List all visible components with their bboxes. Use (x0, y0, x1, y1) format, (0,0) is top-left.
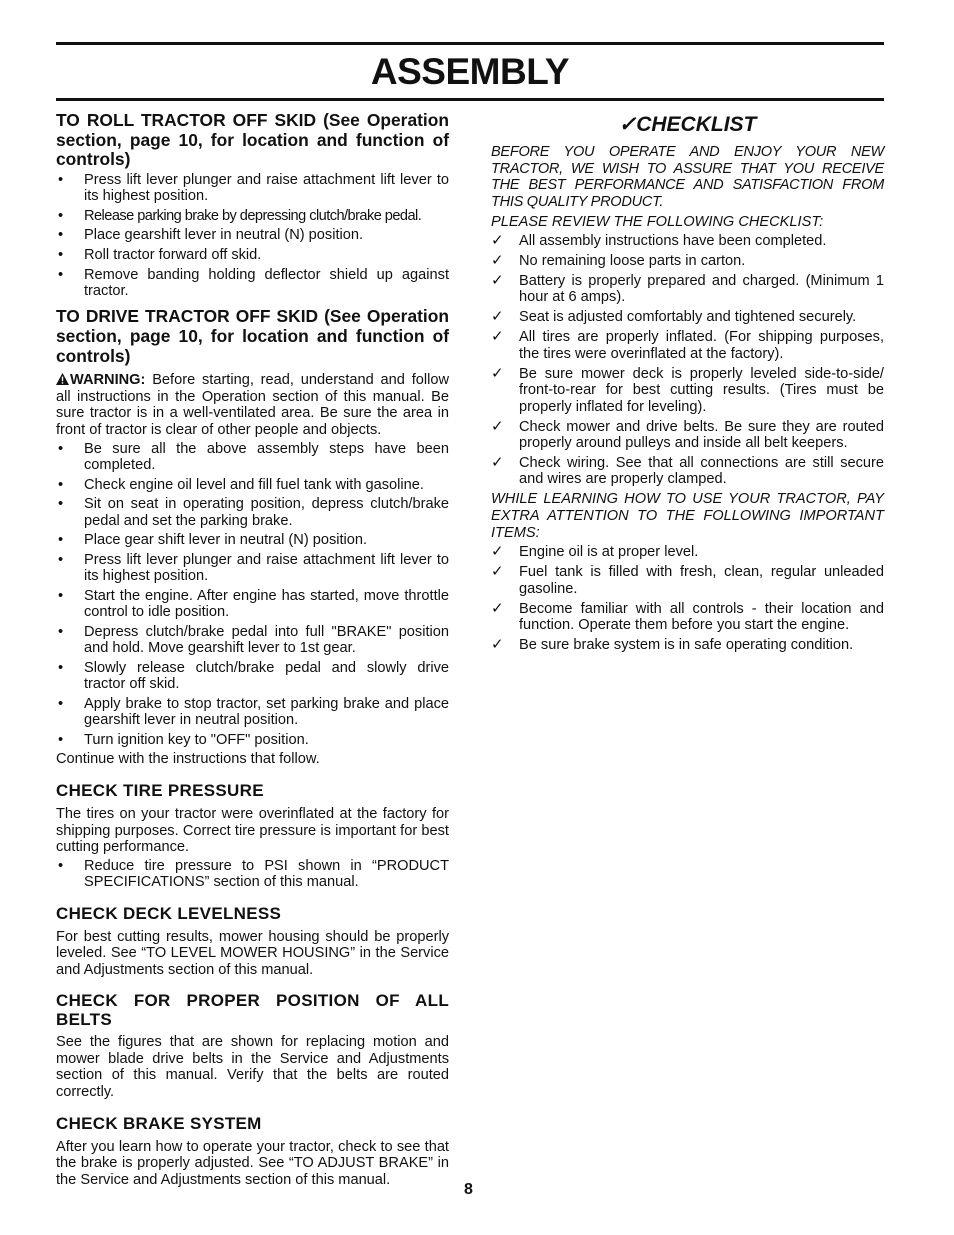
checkmark-icon: ✓ (491, 543, 504, 561)
checkmark-icon: ✓ (618, 113, 637, 136)
list-item: • Turn ignition key to "OFF" position. (56, 732, 449, 748)
checklist-title (491, 113, 884, 137)
checkmark-icon: ✓ (491, 417, 504, 435)
checklist-item-text: Seat is adjusted comfortably and tightened securely. (519, 309, 857, 326)
checkmark-icon: ✓ (491, 251, 504, 269)
list-item: • Place gear shift lever in neutral (N) position. (56, 532, 449, 548)
checklist-item (491, 637, 884, 653)
right-column (491, 111, 884, 657)
list-item: • Sit on seat in operating position, depress clutch/brake pedal and set the parking brake. (56, 496, 449, 529)
checklist-item-text: Check wiring. See that all connections are still secure and wires are properly clamped. (519, 455, 884, 488)
checkmark-icon: ✓ (491, 636, 504, 653)
brake-system-heading: CHECK BRAKE SYSTEM (56, 1113, 262, 1133)
belts-heading: CHECK FOR PROPER POSITION OF ALL BELTS (56, 991, 449, 1030)
warning-paragraph (56, 372, 449, 438)
list-item: • Release parking brake by depressing clutch/brake pedal. (56, 208, 449, 224)
warning-label: WARNING: (70, 372, 146, 389)
tire-bullet-list (56, 858, 449, 891)
drive-bullet-list (56, 441, 449, 749)
page-title: ASSEMBLY (370, 51, 570, 92)
checkmark-icon: ✓ (491, 454, 504, 471)
continue-text: Continue with the instructions that follow. (56, 751, 320, 768)
checklist-item (491, 233, 884, 249)
checklist-item (491, 253, 884, 269)
checkmark-icon: ✓ (491, 599, 504, 617)
belts-text: See the figures that are shown for replacing motion and mower blade drive belts in the Service and Adjustments section of this manual. Verify that the belts are routed correctly. (56, 1034, 449, 1101)
warning-text: Before starting, read, understand and follow all instructions in the Operation section of this manual. Be sure tractor is in a well-ventilated area. Be sure the area in front of tractor is clear of other people and objects. (56, 372, 449, 438)
checklist-title-text: CHECKLIST (636, 113, 757, 136)
checklist-item (491, 366, 884, 415)
checklist-item-text: Become familiar with all controls - their location and function. Operate them before you start the engine. (519, 600, 884, 633)
checkmark-icon: ✓ (491, 231, 504, 249)
checkmark-icon: ✓ (491, 563, 504, 581)
checklist-item (491, 455, 884, 488)
checklist-item (491, 601, 884, 634)
roll-bullet-list (56, 172, 449, 300)
checkmark-icon: ✓ (491, 271, 504, 289)
learning-intro: WHILE LEARNING HOW TO USE YOUR TRACTOR, PAY EXTRA ATTENTION TO THE FOLLOWING IMPORTANT ITEMS: (491, 491, 884, 541)
tire-pressure-text: The tires on your tractor were overinflated at the factory for shipping purposes. Correct tire pressure is important for best cutting performance. (56, 805, 449, 856)
checklist-item (491, 544, 884, 560)
list-item: • Be sure all the above assembly steps have been completed. (56, 441, 449, 474)
checklist-item-text: All tires are properly inflated. (For shipping purposes, the tires were overinflated at the factory). (519, 329, 884, 362)
checklist-item-text: All assembly instructions have been completed. (519, 232, 827, 249)
list-item: • Place gearshift lever in neutral (N) position. (56, 227, 449, 243)
list-item: • Check engine oil level and fill fuel tank with gasoline. (56, 477, 449, 493)
checklist-item-text: Check mower and drive belts. Be sure they are routed properly around pulleys and inside all belt keepers. (519, 418, 884, 451)
checklist-intro: BEFORE YOU OPERATE AND ENJOY YOUR NEW TRACTOR, WE WISH TO ASSURE THAT YOU RECEIVE THE BEST PERFORMANCE AND SATISFACTION FROM THIS QUALITY PRODUCT. (491, 144, 884, 210)
warning-icon (56, 373, 69, 385)
page-number: 8 (464, 1181, 473, 1198)
list-item: • Apply brake to stop tractor, set parking brake and place gearshift lever in neutral position. (56, 696, 449, 729)
drive-off-skid-heading: TO DRIVE TRACTOR OFF SKID (See Operation section, page 10, for location and function of controls) (56, 306, 449, 366)
checklist-review: PLEASE REVIEW THE FOLLOWING CHECKLIST: (491, 214, 824, 231)
checklist-item-text: Battery is properly prepared and charged. (Minimum 1 hour at 6 amps). (519, 272, 884, 306)
tire-pressure-heading: CHECK TIRE PRESSURE (56, 780, 264, 800)
checklist (491, 233, 884, 488)
checkmark-icon: ✓ (491, 328, 504, 346)
checklist-item (491, 419, 884, 452)
brake-system-text: After you learn how to operate your tractor, check to see that the brake is properly adjusted. See “TO ADJUST BRAKE” in the Service and Adjustments section of this manual. (56, 1138, 449, 1188)
roll-off-skid-heading: TO ROLL TRACTOR OFF SKID (See Operation section, page 10, for location and function of controls) (56, 110, 449, 170)
list-item: • Depress clutch/brake pedal into full "BRAKE" position and hold. Move gearshift lever to 1st gear. (56, 624, 449, 657)
top-rule (56, 42, 884, 45)
checklist-item (491, 564, 884, 597)
checkmark-icon: ✓ (491, 308, 504, 326)
checkmark-icon: ✓ (491, 364, 504, 382)
list-item: • Remove banding holding deflector shield up against tractor. (56, 267, 449, 300)
list-item: • Press lift lever plunger and raise attachment lift lever to its highest position. (56, 552, 449, 585)
deck-levelness-heading: CHECK DECK LEVELNESS (56, 903, 282, 923)
bottom-rule (56, 98, 884, 101)
checklist-item (491, 273, 884, 306)
deck-levelness-text: For best cutting results, mower housing should be properly leveled. See “TO LEVEL MOWER HOUSING” in the Service and Adjustments section of this manual. (56, 928, 449, 978)
list-item: • Reduce tire pressure to PSI shown in “PRODUCT SPECIFICATIONS” section of this manual. (56, 858, 449, 891)
checklist-item-text: No remaining loose parts in carton. (519, 252, 746, 269)
checklist-item-text: Fuel tank is filled with fresh, clean, regular unleaded gasoline. (519, 564, 884, 597)
checklist-item-text: Be sure brake system is in safe operating condition. (519, 637, 854, 653)
list-item: • Press lift lever plunger and raise attachment lift lever to its highest position. (56, 172, 449, 205)
left-column (56, 111, 449, 1188)
checklist-item (491, 329, 884, 362)
list-item: • Start the engine. After engine has started, move throttle control to idle position. (56, 588, 449, 621)
checklist-item-text: Engine oil is at proper level. (519, 544, 699, 561)
checklist-item-text: Be sure mower deck is properly leveled side-to-side/ front-to-rear for best cutting results. (Tires must be properly inflated for leveling). (519, 365, 884, 415)
list-item: • Roll tractor forward off skid. (56, 247, 449, 263)
checklist-item (491, 309, 884, 325)
important-items-list (491, 544, 884, 653)
list-item: • Slowly release clutch/brake pedal and slowly drive tractor off skid. (56, 660, 449, 693)
